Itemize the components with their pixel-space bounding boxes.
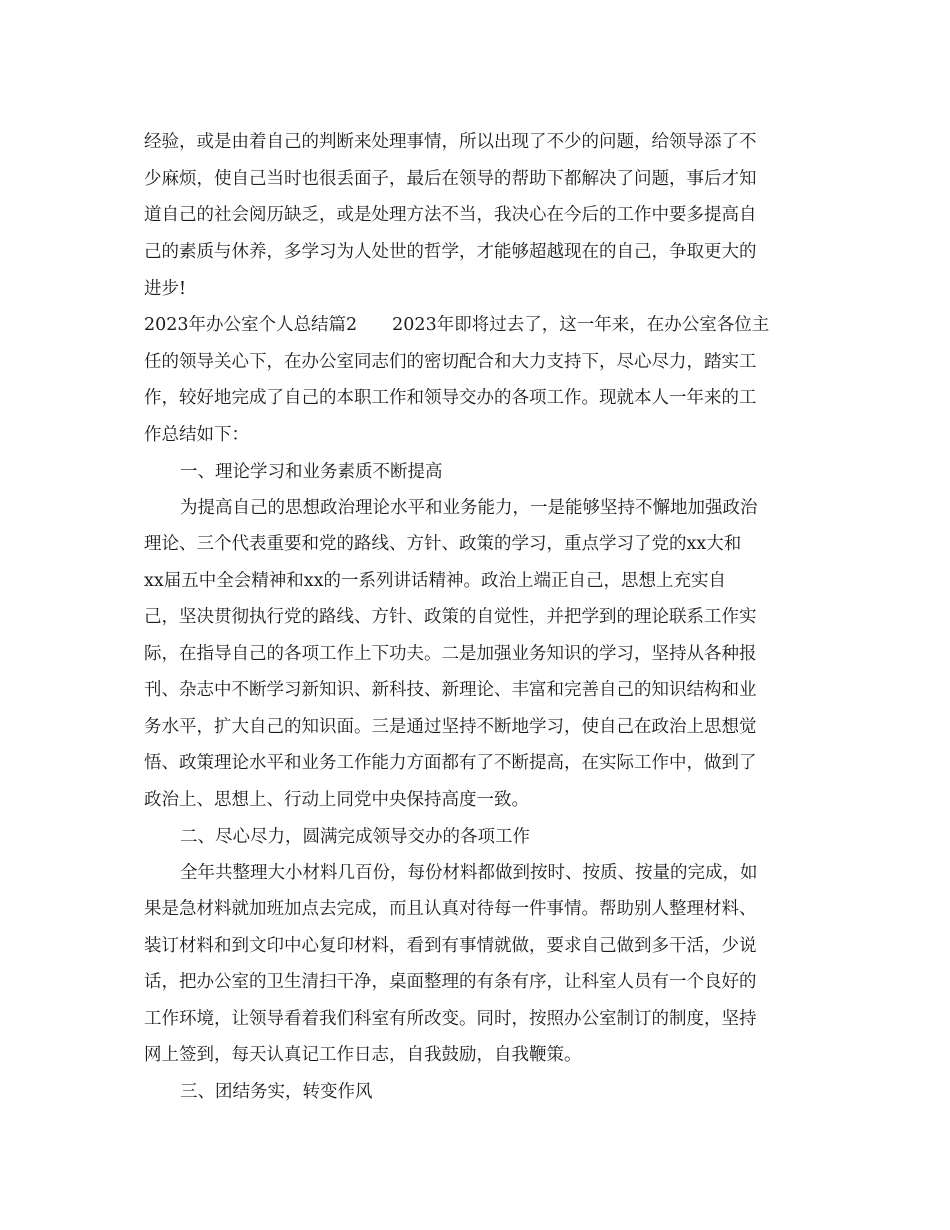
text-line: 政治上、思想上、行动上同党中央保持高度一致。 (144, 790, 529, 810)
text-line: 少麻烦，使自己当时也很丢面子，最后在领导的帮助下都解决了问题，事后才知 (144, 169, 757, 189)
text-line: 经验，或是由着自己的判断来处理事情，所以出现了不少的问题，给领导添了不 (144, 132, 757, 152)
paragraph-start: 为提高自己的思想政治理论水平和业务能力，一是能够坚持不懈地加强政治 (180, 498, 758, 518)
text-line: 际，在指导自己的各项工作上下功夫。二是加强业务知识的学习，坚持从各种报 (144, 644, 757, 664)
text-line: 装订材料和到文印中心复印材料，看到有事情就做，要求自己做到多干活，少说 (144, 936, 757, 956)
text-line: 理论、三个代表重要和党的路线、方针、政策的学习，重点学习了党的xx大和 (144, 534, 742, 554)
text-line: 果是急材料就加班加点去完成，而且认真对待每一件事情。帮助别人整理材料、 (144, 899, 757, 919)
text-line: 作，较好地完成了自己的本职工作和领导交办的各项工作。现就本人一年来的工 (144, 388, 757, 408)
heading-1: 一、理论学习和业务素质不断提高 (180, 462, 443, 482)
section-title-line: 2023年办公室个人总结篇2 2023年即将过去了，这一年来，在办公室各位主 (144, 315, 770, 335)
text-line: 任的领导关心下，在办公室同志们的密切配合和大力支持下，尽心尽力，踏实工 (144, 352, 757, 372)
text-line: 道自己的社会阅历缺乏，或是处理方法不当，我决心在今后的工作中要多提高自 (144, 205, 757, 225)
text-line: 务水平，扩大自己的知识面。三是通过坚持不断地学习，使自己在政治上思想觉 (144, 717, 757, 737)
text-line: 刊、杂志中不断学习新知识、新科技、新理论、丰富和完善自己的知识结构和业 (144, 680, 757, 700)
text-line: 己的素质与休养，多学习为人处世的哲学，才能够超越现在的自己，争取更大的 (144, 242, 757, 262)
text-line: xx届五中全会精神和xx的一系列讲话精神。政治上端正自己，思想上充实自 (144, 571, 726, 591)
paragraph-start: 全年共整理大小材料几百份，每份材料都做到按时、按质、按量的完成，如 (180, 863, 758, 883)
text-line: 进步! (144, 279, 187, 299)
text-line: 作总结如下： (144, 425, 249, 445)
text-line: 网上签到，每天认真记工作日志，自我鼓励，自我鞭策。 (144, 1045, 582, 1065)
text-line: 话，把办公室的卫生清扫干净，桌面整理的有条有序，让科室人员有一个良好的 (144, 972, 757, 992)
text-line: 工作环境，让领导看着我们科室有所改变。同时，按照办公室制订的制度，坚持 (144, 1009, 757, 1029)
heading-2: 二、尽心尽力，圆满完成领导交办的各项工作 (180, 827, 530, 847)
heading-3: 三、团结务实，转变作风 (180, 1082, 373, 1102)
text-line: 己，坚决贯彻执行党的路线、方针、政策的自觉性，并把学到的理论联系工作实 (144, 607, 757, 627)
text-line: 悟、政策理论水平和业务工作能力方面都有了不断提高，在实际工作中，做到了 (144, 753, 757, 773)
